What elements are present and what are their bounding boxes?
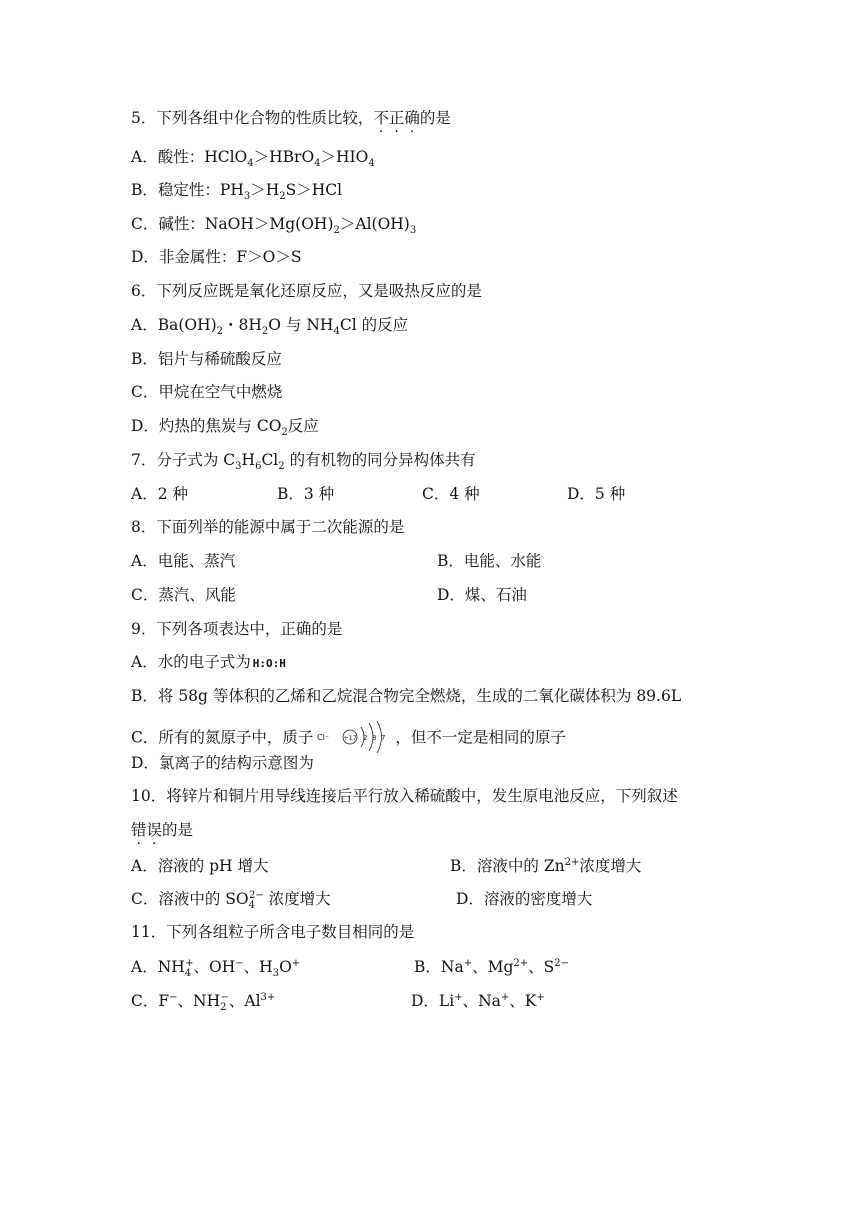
superscript: 2+ bbox=[564, 856, 580, 868]
q7-option-d: D．5 种 bbox=[567, 485, 626, 503]
superscript: − bbox=[220, 991, 229, 1003]
q10-option-d: D．溶液的密度增大 bbox=[456, 890, 593, 908]
option-text: A．NH bbox=[131, 958, 185, 976]
option-text: O 与 NH bbox=[268, 316, 334, 334]
superscript: − bbox=[235, 957, 244, 969]
q8-option-b: B．电能、水能 bbox=[437, 552, 542, 570]
option-text: O bbox=[279, 958, 292, 976]
electron-shell-count: 8 bbox=[372, 734, 377, 742]
q10-option-c bbox=[131, 889, 331, 912]
q8-option-d: D．煤、石油 bbox=[437, 586, 527, 604]
superscript: + bbox=[536, 991, 545, 1003]
subscript: 2 bbox=[278, 461, 285, 473]
superscript: + bbox=[454, 991, 463, 1003]
option-text: D．非金属性：F＞O＞S bbox=[131, 248, 302, 266]
q5-stem-text: 5．下列各组中化合物的性质比较， bbox=[131, 109, 374, 127]
q9-option-d bbox=[131, 753, 314, 773]
electron-shell-count: 7 bbox=[381, 734, 386, 742]
emphasis-char: 错 bbox=[131, 821, 147, 839]
superscript: + bbox=[500, 991, 510, 1003]
q10-option-b bbox=[450, 856, 641, 876]
emphasis-char: 不 bbox=[373, 109, 389, 127]
q7-stem-text: Cl bbox=[261, 451, 279, 469]
q9-option-a bbox=[131, 652, 286, 674]
option-text: ＞H bbox=[250, 181, 280, 199]
subscript: 4 bbox=[248, 900, 255, 912]
q5-stem bbox=[131, 108, 451, 128]
superscript: 2− bbox=[554, 957, 570, 969]
option-text: 、OH bbox=[193, 958, 236, 976]
superscript: 2+ bbox=[513, 957, 529, 969]
q7-stem-text: 的有机物的同分异构体共有 bbox=[284, 451, 476, 469]
option-text: ，但不一定是相同的原子 bbox=[395, 728, 566, 747]
nucleus-charge: +17 bbox=[343, 734, 358, 742]
q5-option-c bbox=[131, 214, 417, 237]
option-text: ＞HIO bbox=[320, 148, 369, 166]
subscript: 3 bbox=[272, 968, 280, 980]
q10-stem-line1 bbox=[131, 786, 678, 806]
ion-label: Cl⁻ bbox=[317, 733, 330, 742]
option-text: D．灼热的焦炭与 CO bbox=[131, 417, 282, 435]
q8-option-a: A．电能、蒸汽 bbox=[131, 552, 236, 570]
subscript: 2 bbox=[220, 1002, 227, 1014]
q9-option-b bbox=[131, 686, 681, 706]
option-text: C．甲烷在空气中燃烧 bbox=[131, 383, 283, 401]
option-text: S＞HCl bbox=[285, 181, 343, 199]
subscript: 2 bbox=[261, 326, 269, 338]
option-text: B．将 58g 等体积的乙烯和乙烷混合物完全燃烧，生成的二氧化碳体积为 89.6L bbox=[131, 687, 682, 705]
superscript: 2− bbox=[249, 889, 264, 901]
option-text: ＞Al(OH) bbox=[339, 215, 410, 233]
q11-stem bbox=[131, 922, 414, 942]
option-text: A．酸性：HClO bbox=[131, 148, 248, 166]
q9-stem bbox=[131, 619, 342, 639]
option-text: B．稳定性：PH bbox=[131, 181, 244, 199]
superscript: + bbox=[185, 957, 194, 969]
q10-stem-text: 10．将锌片和铜片用导线连接后平行放入稀硫酸中，发生原电池反应，下列叙述 bbox=[131, 787, 678, 805]
q7-stem-text: 7．分子式为 C bbox=[131, 451, 236, 469]
option-text: C．碱性：NaOH＞Mg(OH) bbox=[131, 215, 334, 233]
subscript: 2 bbox=[281, 427, 288, 439]
option-text: B．溶液中的 Zn bbox=[450, 857, 565, 875]
option-text: C．所有的氮原子中，质子 bbox=[131, 728, 314, 747]
q5-option-a bbox=[131, 147, 375, 170]
subscript: 4 bbox=[333, 326, 340, 338]
option-text: D．Li bbox=[411, 992, 455, 1010]
q10-stem-tail: 的是 bbox=[162, 821, 194, 839]
subscript: 2 bbox=[279, 191, 286, 203]
chloride-ion-structure-diagram bbox=[315, 719, 393, 758]
q8-stem bbox=[131, 517, 404, 537]
option-text: 、K bbox=[509, 992, 537, 1010]
subscript: 4 bbox=[184, 968, 192, 980]
option-text: 浓度增大 bbox=[579, 857, 642, 875]
subscript: 2 bbox=[333, 225, 340, 237]
q6-stem-text: 6．下列反应既是氧化还原反应，又是吸热反应的是 bbox=[131, 282, 482, 300]
subscript: 4 bbox=[314, 158, 321, 170]
q11-stem-text: 11．下列各组粒子所含电子数目相同的是 bbox=[131, 923, 415, 941]
q6-option-a bbox=[131, 315, 409, 338]
option-text: B．铝片与稀硫酸反应 bbox=[131, 350, 282, 368]
option-text: 、NH bbox=[177, 992, 221, 1010]
q10-stem-line2 bbox=[131, 820, 193, 840]
option-text: 、Al bbox=[228, 992, 261, 1010]
q10-option-a: A．溶液的 pH 增大 bbox=[131, 857, 269, 875]
option-text: 、Mg bbox=[472, 958, 514, 976]
subscript: 3 bbox=[409, 225, 417, 237]
option-text: B．Na bbox=[414, 958, 464, 976]
option-text: 浓度增大 bbox=[263, 890, 331, 908]
superscript: + bbox=[463, 957, 473, 969]
q5-option-d bbox=[131, 247, 302, 267]
superscript: + bbox=[291, 957, 301, 969]
water-electron-formula: H:O:H bbox=[252, 657, 286, 670]
superscript: − bbox=[169, 991, 178, 1003]
q7-option-c: C．4 种 bbox=[422, 485, 480, 503]
q7-stem-text: H bbox=[241, 451, 256, 469]
option-text: ＞HBrO bbox=[253, 148, 315, 166]
subscript: 3 bbox=[235, 461, 242, 473]
q6-stem bbox=[131, 281, 482, 301]
subscript: 6 bbox=[255, 461, 262, 473]
emphasis-char: 正 bbox=[388, 109, 405, 127]
q6-option-c bbox=[131, 382, 282, 402]
superscript: 3+ bbox=[260, 991, 276, 1003]
option-text: 、S bbox=[528, 958, 555, 976]
q11-option-c bbox=[131, 991, 276, 1014]
q5-stem-tail: 的是 bbox=[419, 109, 451, 127]
option-text: 、Na bbox=[462, 992, 501, 1010]
option-text: ・8H bbox=[223, 316, 262, 334]
option-text: 、H bbox=[243, 958, 273, 976]
q8-option-c: C．蒸汽、风能 bbox=[131, 586, 236, 604]
emphasis-char: 误 bbox=[146, 821, 163, 839]
subscript: 3 bbox=[243, 191, 251, 203]
subscript: 4 bbox=[247, 158, 254, 170]
subscript: 4 bbox=[368, 158, 375, 170]
option-text: A．水的电子式为 bbox=[131, 653, 251, 671]
q5-option-b bbox=[131, 180, 343, 203]
q7-option-a: A．2 种 bbox=[131, 485, 188, 503]
q7-stem bbox=[131, 450, 476, 473]
q9-stem-text: 9．下列各项表达中，正确的是 bbox=[131, 620, 343, 638]
option-text: Cl 的反应 bbox=[339, 316, 409, 334]
option-text: C．F bbox=[131, 992, 170, 1010]
q11-option-d bbox=[411, 991, 545, 1011]
emphasis-char: 确 bbox=[404, 109, 420, 127]
option-text: A．Ba(OH) bbox=[131, 316, 217, 334]
q6-option-b bbox=[131, 349, 282, 369]
option-text: D．氯离子的结构示意图为 bbox=[131, 754, 314, 772]
q7-option-b: B．3 种 bbox=[277, 485, 335, 503]
q6-option-d bbox=[131, 416, 319, 439]
subscript: 2 bbox=[216, 326, 224, 338]
q11-option-b bbox=[414, 957, 569, 977]
electron-shell-count: 2 bbox=[363, 734, 368, 742]
option-text: 反应 bbox=[287, 417, 319, 435]
option-text: C．溶液中的 SO bbox=[131, 890, 249, 908]
q11-option-a bbox=[131, 957, 301, 980]
q8-stem-text: 8．下面列举的能源中属于二次能源的是 bbox=[131, 518, 405, 536]
